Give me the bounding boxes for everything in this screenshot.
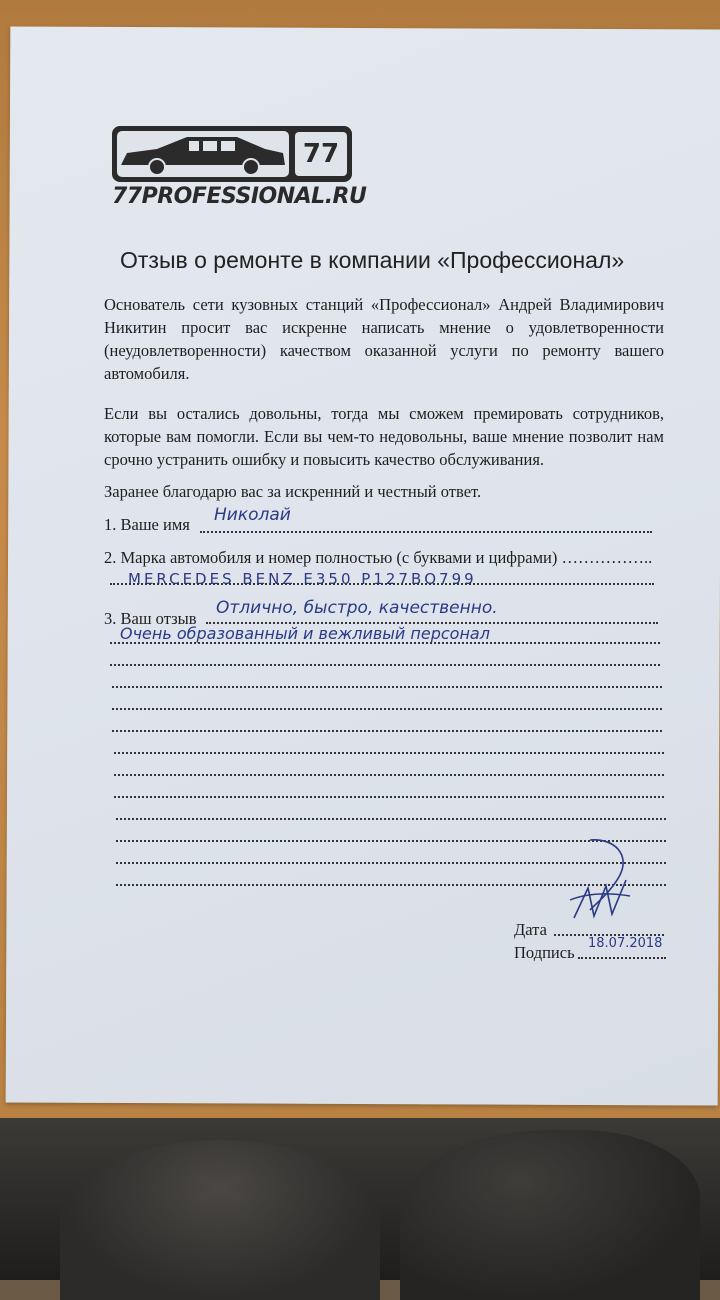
explanation-paragraph: Если вы остались довольны, тогда мы сможем премировать сотрудников, которые вам помогли. Если вы чем-то недовольны, ваше мнение позволит нам срочно устранить ошибку и повысить качество обслуживания. xyxy=(104,404,664,469)
knee-right xyxy=(400,1130,700,1300)
knee-left xyxy=(60,1140,380,1300)
review-dotted-line-6 xyxy=(114,752,664,754)
intro-paragraph: Основатель сети кузовных станций «Профессионал» Андрей Владимирович Никитин просит вас искренне написать мнение о удовлетворенности (неудовлетворенности) качеством оказанной услуги по ремонту вашего автомобиля. xyxy=(104,295,664,383)
review-dotted-line-1 xyxy=(110,642,660,644)
signature-dotted-line xyxy=(578,957,666,959)
logo-site-text: 77PROFESSIONAL.RU xyxy=(112,184,367,209)
name-value[interactable]: Николай xyxy=(214,505,291,525)
review-dotted-line-2 xyxy=(110,664,660,666)
car-value[interactable]: MERCEDES BENZ E350 Р127ВО799 xyxy=(128,570,477,588)
review-line-1[interactable]: Отлично, быстро, качественно. xyxy=(216,598,498,618)
name-label: 1. Ваше имя xyxy=(104,515,190,534)
car-label: 2. Марка автомобиля и номер полностью (с буквами и цифрами) …………….. xyxy=(104,548,653,567)
handwritten-signature xyxy=(560,830,660,930)
review-dotted-line-9 xyxy=(116,818,666,820)
name-dotted-line xyxy=(200,531,652,533)
logo-badge: 77 xyxy=(295,132,347,176)
review-dotted-line-7 xyxy=(114,774,664,776)
date-label: Дата xyxy=(514,920,547,939)
review-dotted-line-8 xyxy=(114,796,664,798)
review-dotted-line-0 xyxy=(206,622,658,624)
review-dotted-line-4 xyxy=(112,708,662,710)
thanks-text: Заранее благодарю вас за искренний и честный ответ. xyxy=(104,482,482,501)
car-dotted-line xyxy=(110,583,654,585)
review-dotted-line-5 xyxy=(112,730,662,732)
date-value[interactable]: 18.07.2018 xyxy=(588,936,663,951)
review-label: 3. Ваш отзыв xyxy=(104,609,197,628)
review-line-2[interactable]: Очень образованный и вежливый персонал xyxy=(120,624,490,643)
company-logo xyxy=(112,126,367,212)
car-silhouette-icon xyxy=(117,131,289,177)
signature-label: Подпись xyxy=(514,943,575,962)
logo-frame xyxy=(112,126,352,182)
review-dotted-line-3 xyxy=(112,686,662,688)
page-title: Отзыв о ремонте в компании «Профессионал» xyxy=(120,247,625,273)
